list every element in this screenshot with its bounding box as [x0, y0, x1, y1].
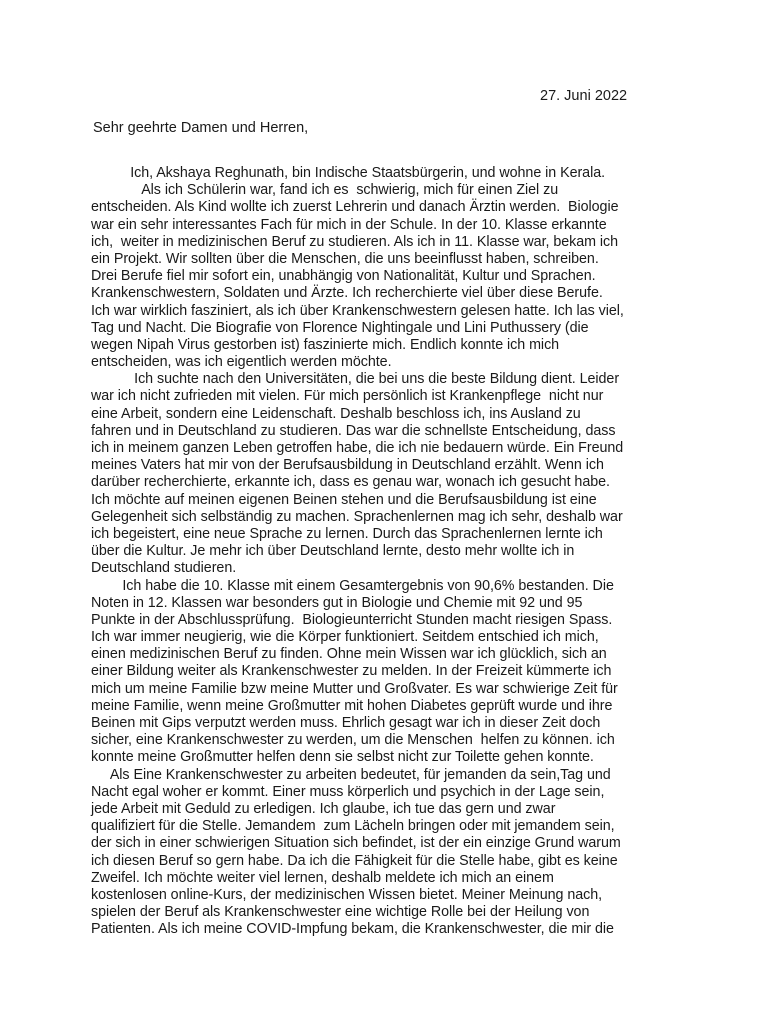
letter-line: fahren und in Deutschland zu studieren. Das war die schnellste Entscheidung, dass [91, 422, 616, 439]
letter-line: Ich suchte nach den Universitäten, die bei uns die beste Bildung dient. Leider [91, 371, 620, 388]
letter-line: war ein sehr interessantes Fach für mich in der Schule. In der 10. Klasse erkannte [91, 216, 607, 233]
letter-line: darüber recherchierte, erkannte ich, dass es genau war, wonach ich gesucht habe. [91, 474, 610, 491]
letter-line: ich diesen Beruf so gern habe. Da ich die Fähigkeit für die Stelle habe, gibt es keine [91, 852, 618, 869]
letter-line: Ich war immer neugierig, wie die Körper funktioniert. Seitdem entschied ich mich, [91, 629, 599, 646]
letter-line: Nacht egal woher er kommt. Einer muss körperlich und psychich in der Lage sein, [91, 783, 605, 800]
letter-line: spielen der Beruf als Krankenschwester eine wichtige Rolle bei der Heilung von [91, 904, 590, 921]
letter-line: Deutschland studieren. [91, 560, 237, 577]
letter-line: kostenlosen online-Kurs, der medizinischen Wissen bietet. Meiner Meinung nach, [91, 886, 603, 903]
letter-line: konnte meine Großmutter helfen denn sie selbst nicht zur Toilette gehen konnte. [91, 749, 594, 766]
letter-line: wegen Nipah Virus gestorben ist) faszinierte mich. Endlich konnte ich mich [91, 336, 560, 353]
letter-line: über die Kultur. Je mehr ich über Deutschland lernte, desto mehr wollte ich in [91, 543, 575, 560]
letter-line: Gelegenheit sich selbständig zu machen. Sprachenlernen mag ich sehr, deshalb war [91, 508, 623, 525]
letter-line: Zweifel. Ich möchte weiter viel lernen, deshalb meldete ich mich an einem [91, 869, 554, 886]
letter-line: Ich, Akshaya Reghunath, bin Indische Staatsbürgerin, und wohne in Kerala. [91, 165, 606, 181]
letter-line: ich in meinem ganzen Leben getroffen habe, die ich nie bedauern würde. Ein Freund [91, 440, 624, 456]
letter-line: einer Bildung weiter als Krankenschwester zu melden. In der Freizeit kümmerte ich [91, 663, 612, 680]
letter-line: Patienten. Als ich meine COVID-Impfung bekam, die Krankenschwester, die mir die [91, 921, 614, 938]
letter-salutation: Sehr geehrte Damen und Herren, [93, 120, 309, 136]
letter-line: entscheiden, was ich eigentlich werden möchte. [91, 354, 392, 371]
letter-line: war ich nicht zufrieden mit vielen. Für mich persönlich ist Krankenpflege nicht nur [91, 388, 604, 405]
letter-line: Als ich Schülerin war, fand ich es schwierig, mich für einen Ziel zu [91, 182, 559, 199]
letter-line: meines Vaters hat mir von der Berufsausbildung in Deutschland erzählt. Wenn ich [91, 457, 604, 474]
letter-line: mich um meine Familie bzw meine Mutter und Großvater. Es war schwierige Zeit für [91, 680, 618, 697]
letter-line: Drei Berufe fiel mir sofort ein, unabhängig von Nationalität, Kultur und Sprachen. [91, 268, 596, 285]
letter-line: ich, weiter in medizinischen Beruf zu studieren. Als ich in 11. Klasse war, bekam ich [91, 233, 619, 250]
letter-line: Beinen mit Gips verputzt werden muss. Ehrlich gesagt war ich in dieser Zeit doch [91, 715, 601, 731]
letter-line: Ich habe die 10. Klasse mit einem Gesamtergebnis von 90,6% bestanden. Die [91, 577, 614, 594]
letter-date: 27. Juni 2022 [540, 88, 628, 104]
letter-line: Krankenschwestern, Soldaten und Ärzte. Ich recherchierte viel über diese Berufe. [91, 285, 603, 302]
letter-line: Tag und Nacht. Die Biografie von Florence Nightingale und Lini Puthussery (die [91, 319, 589, 336]
letter-line: ein Projekt. Wir sollten über die Menschen, die uns beeinflusst haben, schreiben. [91, 250, 599, 267]
letter-line: qualifiziert für die Stelle. Jemandem zum Lächeln bringen oder mit jemandem sein, [91, 818, 615, 835]
letter-line: Als Eine Krankenschwester zu arbeiten bedeutet, für jemanden da sein,Tag und [91, 766, 611, 783]
letter-line: einen medizinischen Beruf zu finden. Ohne mein Wissen war ich glücklich, sich an [91, 646, 607, 663]
letter-line: der sich in einer schwierigen Situation sich befindet, ist der ein einzige Grund warum [91, 835, 621, 852]
letter-line: jede Arbeit mit Geduld zu erledigen. Ich glaube, ich tue das gern und zwar [91, 800, 556, 817]
letter-line: ich begeistert, eine neue Sprache zu lernen. Durch das Sprachenlernen lernte ich [91, 525, 603, 542]
letter-line: meine Familie, wenn meine Großmutter mit hohen Diabetes geprüft wurde und ihre [91, 697, 613, 714]
letter-line: entscheiden. Als Kind wollte ich zuerst Lehrerin und danach Ärztin werden. Biologie [91, 199, 619, 216]
letter-line: Punkte in der Abschlussprüfung. Biologieunterricht Stunden macht riesigen Spass. [91, 611, 613, 628]
letter-line: Noten in 12. Klassen war besonders gut in Biologie und Chemie mit 92 und 95 [91, 594, 583, 611]
letter-line: sicher, eine Krankenschwester zu werden, um die Menschen helfen zu können. ich [91, 732, 615, 749]
letter-line: Ich war wirklich fasziniert, als ich über Krankenschwestern gelesen hatte. Ich las viel, [91, 302, 624, 319]
letter-body [91, 165, 691, 938]
letter-line: Ich möchte auf meinen eigenen Beinen stehen und die Berufsausbildung ist eine [91, 491, 597, 508]
letter-line: eine Arbeit, sondern eine Leidenschaft. Deshalb beschloss ich, ins Ausland zu [91, 405, 581, 422]
